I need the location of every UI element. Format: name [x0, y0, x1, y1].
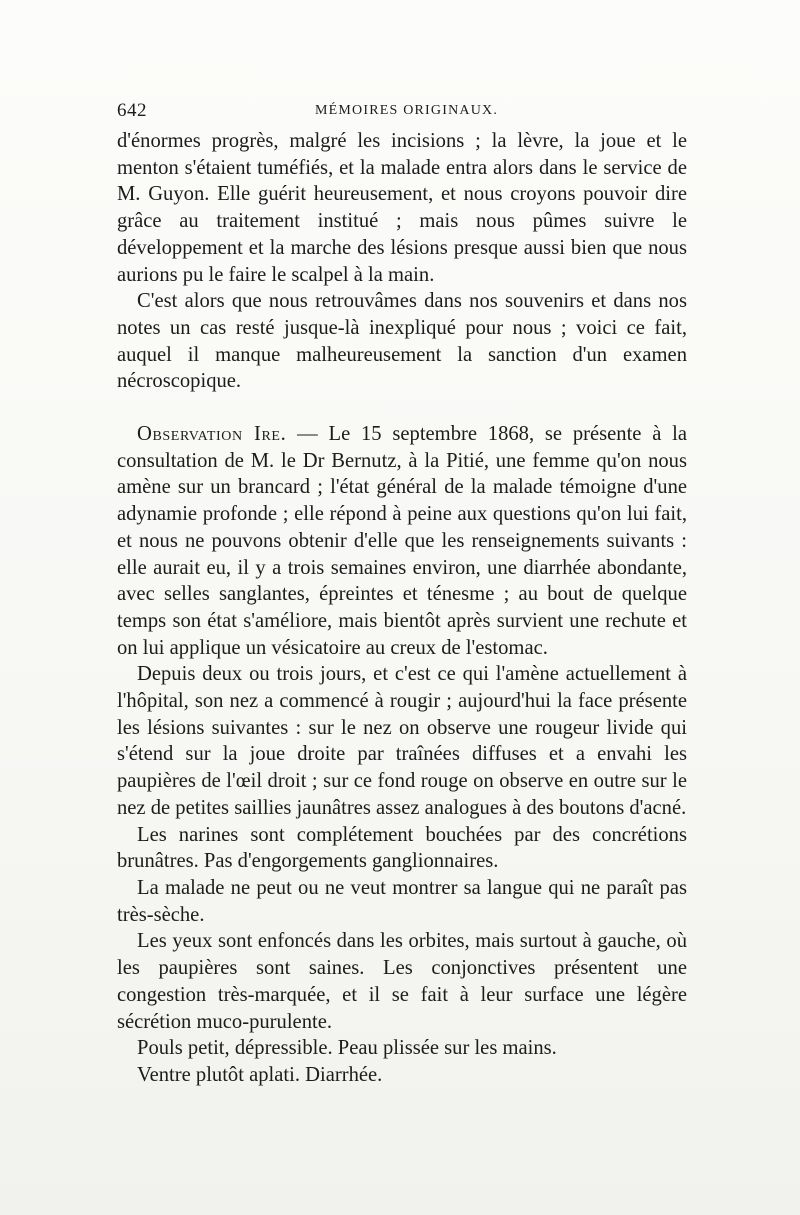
running-title: MÉMOIRES ORIGINAUX.: [315, 103, 499, 118]
paragraph-narines: Les narines sont complétement bouchées par des concrétions brunâtres. Pas d'engorgements ganglionnaires.: [117, 823, 687, 873]
section-gap: [117, 395, 687, 421]
paragraph-yeux: Les yeux sont enfoncés dans les orbites, mais surtout à gauche, où les paupières sont saines. Les conjonctives présentent une congestion très-marquée, et il se fait à leur surface une légère sécrétion muco-purulente.: [117, 930, 687, 1033]
paragraph-pouls: Pouls petit, dépressible. Peau plissée sur les mains.: [137, 1037, 557, 1060]
page-number: 642: [117, 100, 147, 121]
observation-label: Observation Ire.: [137, 423, 287, 446]
page-header: [117, 100, 687, 128]
paragraph-souvenirs: C'est alors que nous retrouvâmes dans nos souvenirs et dans nos notes un cas resté jusque-là inexpliqué pour nous ; voici ce fait, auquel il manque malheureusement la sanction d'un examen nécroscopique.: [117, 290, 687, 393]
paragraph-observation: [117, 421, 687, 661]
body-text: [117, 128, 687, 1089]
paragraph-langue: La malade ne peut ou ne veut montrer sa langue qui ne paraît pas très-sèche.: [117, 876, 687, 926]
paragraph-ventre: Ventre plutôt aplati. Diarrhée.: [137, 1063, 383, 1086]
observation-text: — Le 15 septembre 1868, se présente à la consultation de M. le Dr Bernutz, à la Pitié, une femme qu'on nous amène sur un brancard ; l'état général de la malade témoigne d'une adynamie profonde ; elle répond à peine aux questions qu'on lui fait, et nous ne pouvons obtenir d'elle que les renseignements suivants : elle aurait eu, il y a trois semaines environ, une diarrhée abondante, avec selles sanglantes, épreintes et ténesme ; au bout de quelque temps son état s'améliore, mais bientôt après survient une rechute et on lui applique un vésicatoire au creux de l'estomac.: [117, 423, 687, 659]
paragraph-continuation: d'énormes progrès, malgré les incisions ; la lèvre, la joue et le menton s'étaient tuméfiés, et la malade entra alors dans le service de M. Guyon. Elle guérit heureusement, et nous croyons pouvoir dire grâce au traitement institué ; mais nous pûmes suivre le développement et la marche des lésions presque aussi bien que nous aurions pu le faire le scalpel à la main.: [117, 130, 687, 286]
paragraph-face-lesions: Depuis deux ou trois jours, et c'est ce qui l'amène actuellement à l'hôpital, son nez a commencé à rougir ; aujourd'hui la face présente les lésions suivantes : sur le nez on observe une rougeur livide qui s'étend sur la joue droite par traînées diffuses et a envahi les paupières de l'œil droit ; sur ce fond rouge on observe en outre sur le nez de petites saillies jaunâtres assez analogues à des boutons d'acné.: [117, 663, 687, 819]
